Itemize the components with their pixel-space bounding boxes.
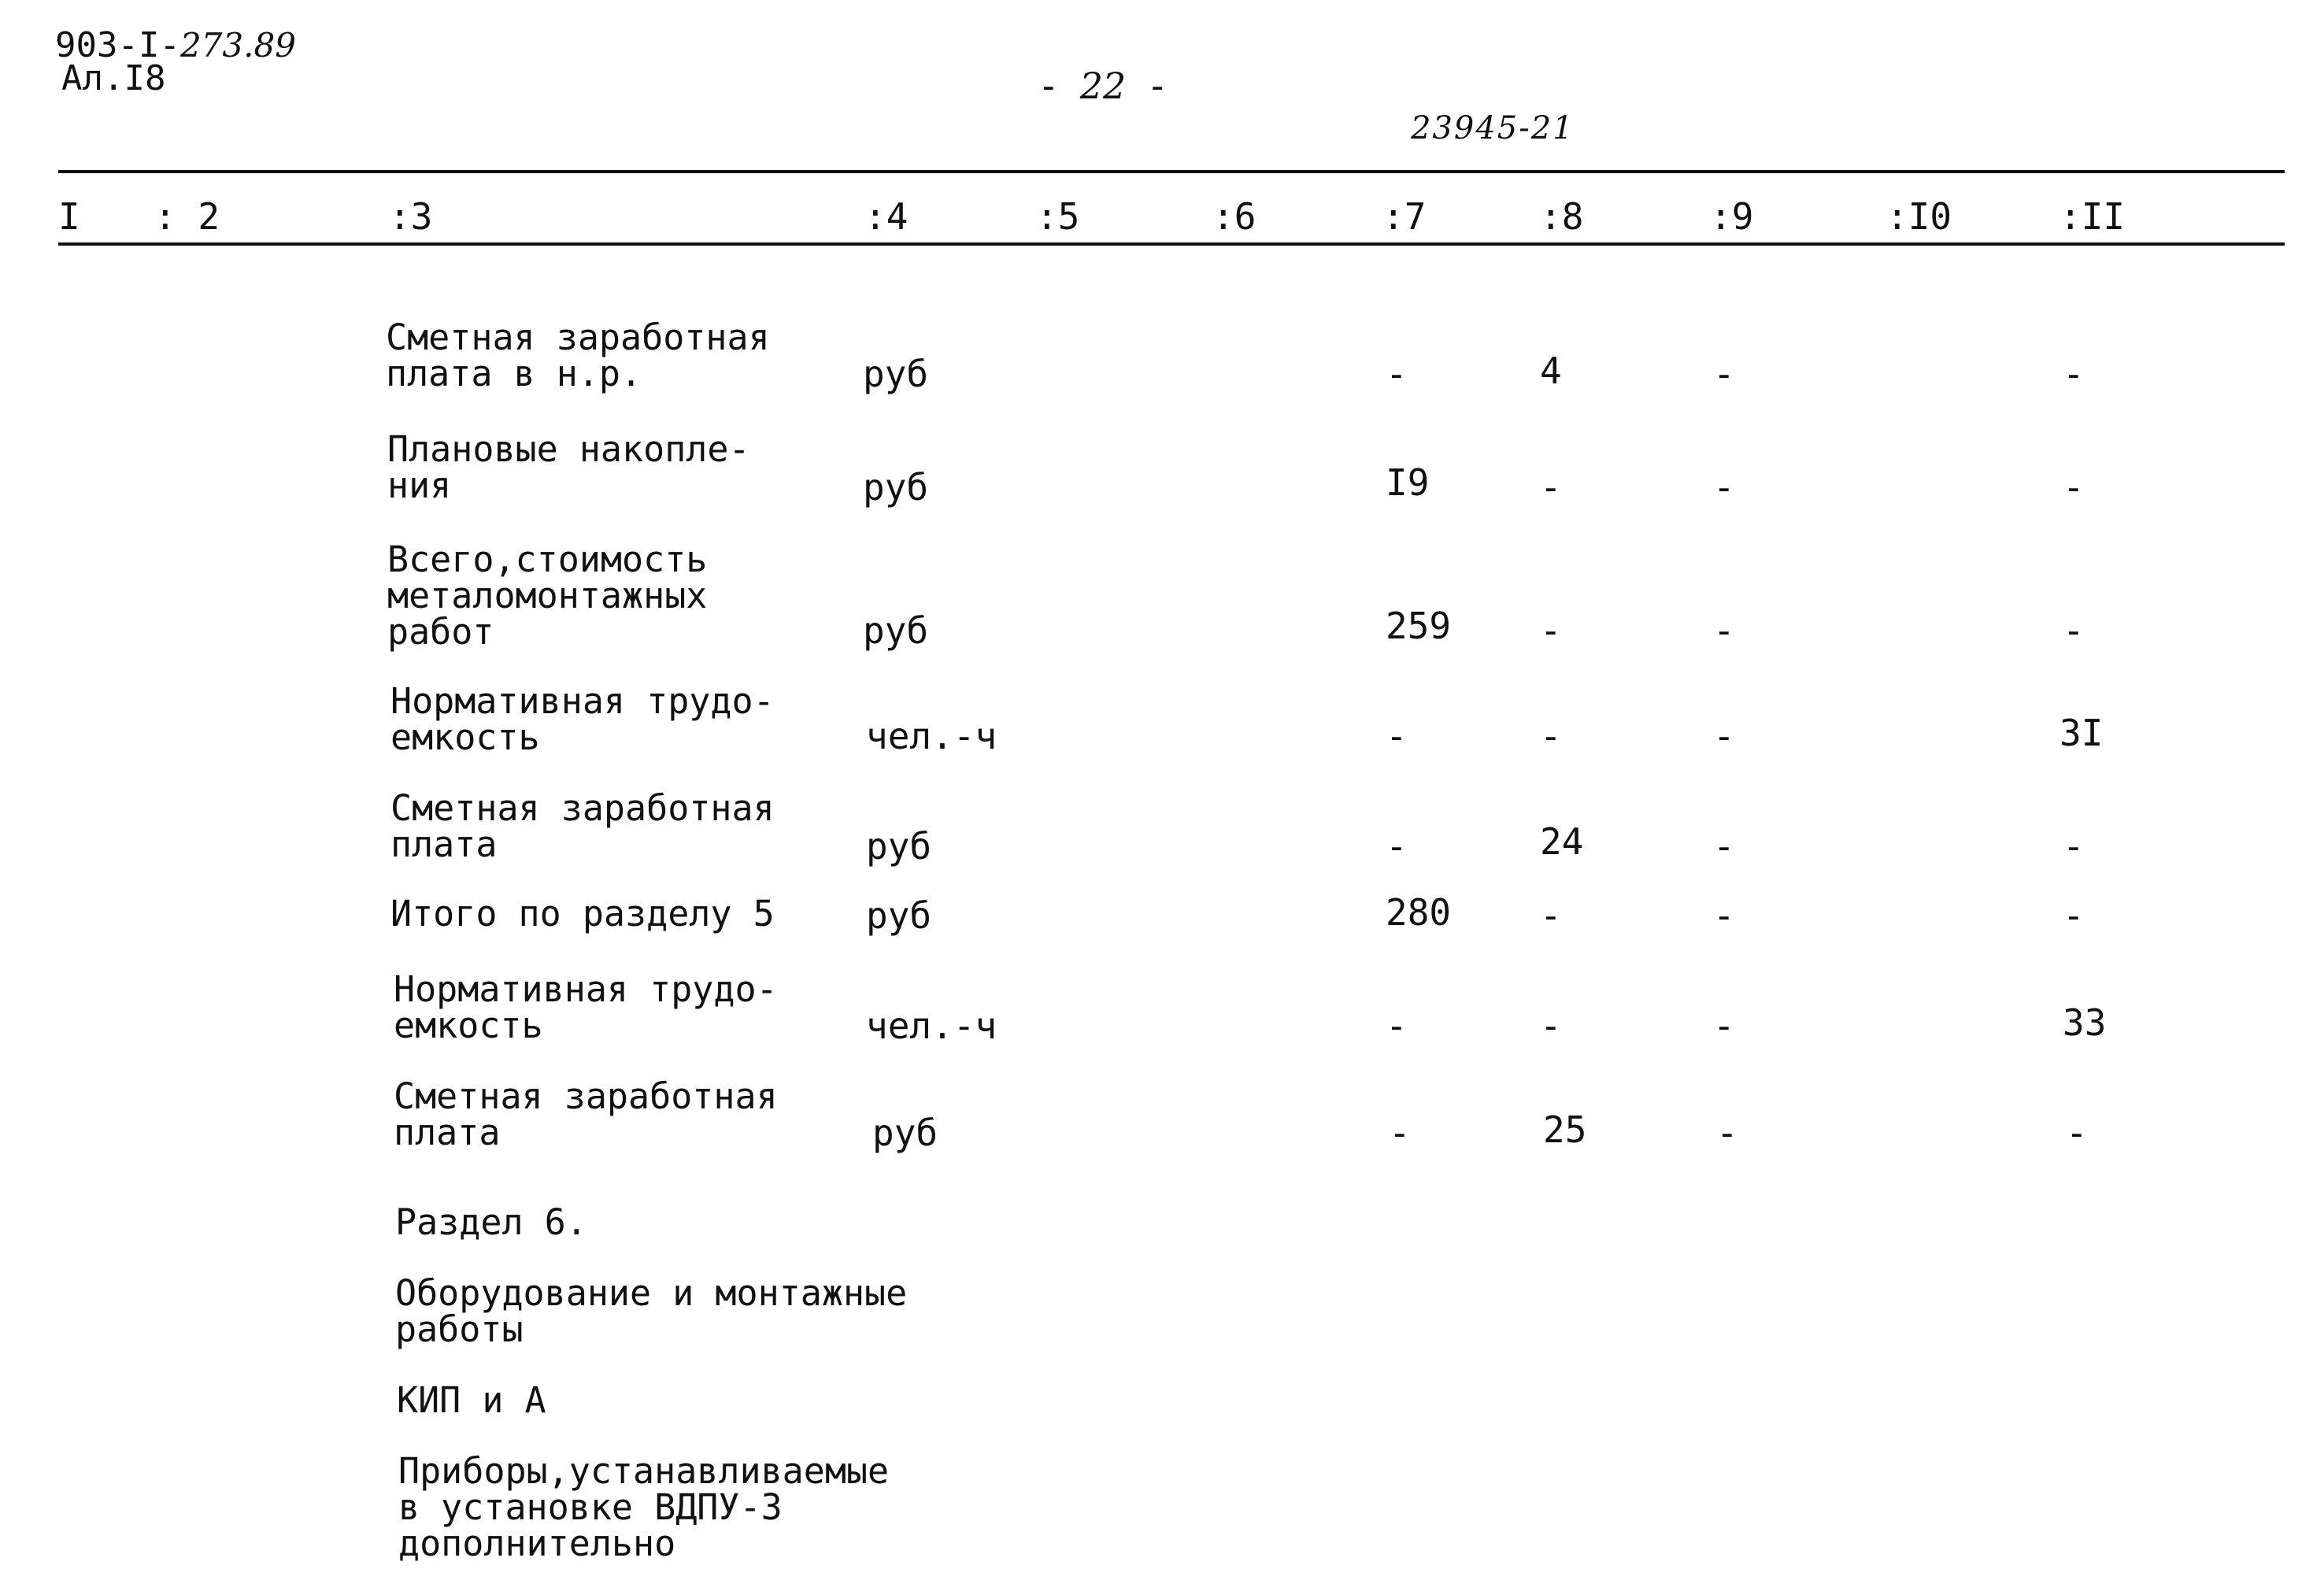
- row-7-unit: чел.-ч: [866, 1005, 997, 1047]
- section-title: Раздел 6.: [395, 1201, 587, 1243]
- row-2-col9: -: [1713, 466, 1735, 509]
- row-7-col9: -: [1713, 1005, 1735, 1047]
- column-header-5: :5: [1036, 195, 1080, 238]
- row-4-col8: -: [1540, 715, 1562, 757]
- column-header-8: :8: [1540, 195, 1584, 238]
- section-subtitle: Оборудование и монтажные работы: [395, 1272, 908, 1350]
- column-header-1: I: [58, 195, 80, 238]
- row-3-col8: -: [1540, 609, 1562, 652]
- column-header-6: :6: [1212, 195, 1256, 238]
- row-1-col11: -: [2063, 353, 2085, 395]
- row-7-col11: 33: [2063, 1001, 2107, 1044]
- row-6-description: Итого по разделу 5: [390, 893, 775, 934]
- document-code-handwritten: 273.89: [179, 26, 296, 65]
- row-3-description: Всего,стоимость металомонтажных работ: [387, 538, 708, 653]
- section-group: КИП и А: [397, 1379, 546, 1421]
- page-dash-right: -: [1146, 65, 1168, 107]
- column-header-3: :3: [389, 195, 433, 238]
- column-header-11: :II: [2059, 195, 2126, 238]
- page-dash-left: -: [1038, 65, 1060, 107]
- row-5-unit: руб: [866, 825, 932, 868]
- column-header-2: : 2: [154, 195, 220, 238]
- row-3-unit: руб: [863, 609, 929, 652]
- section-note: Приборы,устанавливаемые в установке ВДПУ-3 дополнительно: [398, 1450, 890, 1564]
- page-number-value: 22: [1079, 65, 1127, 107]
- row-5-description: Сметная заработная плата: [390, 787, 775, 865]
- page-number: [1038, 65, 1168, 107]
- column-header-10: :I0: [1886, 195, 1952, 238]
- row-1-unit: руб: [863, 353, 929, 395]
- row-2-unit: руб: [863, 466, 929, 509]
- row-7-description: Нормативная трудо- емкость: [394, 968, 778, 1046]
- row-8-col11: -: [2066, 1112, 2088, 1154]
- row-4-unit: чел.-ч: [866, 715, 997, 757]
- row-1-description: Сметная заработная плата в н.р.: [386, 316, 770, 394]
- row-8-col7: -: [1389, 1112, 1411, 1154]
- row-6-col11: -: [2063, 894, 2085, 937]
- row-5-col9: -: [1713, 825, 1735, 868]
- row-2-col7: I9: [1386, 461, 1430, 504]
- row-4-col7: -: [1386, 715, 1408, 757]
- row-5-col7: -: [1386, 825, 1408, 868]
- row-5-col8: 24: [1540, 820, 1584, 863]
- column-rule: [58, 242, 2285, 246]
- row-4-col9: -: [1713, 715, 1735, 757]
- row-4-col11: 3I: [2059, 712, 2104, 754]
- top-rule: [58, 170, 2285, 173]
- document-number: 23945-21: [1411, 110, 1575, 146]
- row-3-col9: -: [1713, 609, 1735, 652]
- row-1-col9: -: [1713, 353, 1735, 395]
- row-2-col11: -: [2063, 466, 2085, 509]
- row-2-description: Плановые накопле- ния: [387, 428, 750, 506]
- row-5-col11: -: [2063, 825, 2085, 868]
- row-8-col8: 25: [1543, 1108, 1587, 1151]
- row-1-col7: -: [1386, 353, 1408, 395]
- row-1-col8: 4: [1540, 350, 1562, 392]
- column-header-4: :4: [864, 195, 909, 238]
- row-2-col8: -: [1540, 466, 1562, 509]
- row-7-col7: -: [1386, 1005, 1408, 1047]
- row-7-col8: -: [1540, 1005, 1562, 1047]
- row-8-unit: руб: [872, 1112, 938, 1154]
- document-code-typed: 903-I-: [55, 25, 180, 65]
- row-6-unit: руб: [866, 894, 932, 937]
- sheet-label: Ал.I8: [61, 58, 166, 98]
- row-3-col7: 259: [1386, 605, 1452, 647]
- row-8-description: Сметная заработная плата: [394, 1075, 778, 1153]
- row-8-col9: -: [1716, 1112, 1738, 1154]
- row-6-col8: -: [1540, 894, 1562, 937]
- row-3-col11: -: [2063, 609, 2085, 652]
- row-6-col9: -: [1713, 894, 1735, 937]
- row-4-description: Нормативная трудо- емкость: [390, 680, 775, 758]
- column-header-7: :7: [1382, 195, 1427, 238]
- row-6-col7: 280: [1386, 891, 1452, 934]
- column-header-9: :9: [1710, 195, 1754, 238]
